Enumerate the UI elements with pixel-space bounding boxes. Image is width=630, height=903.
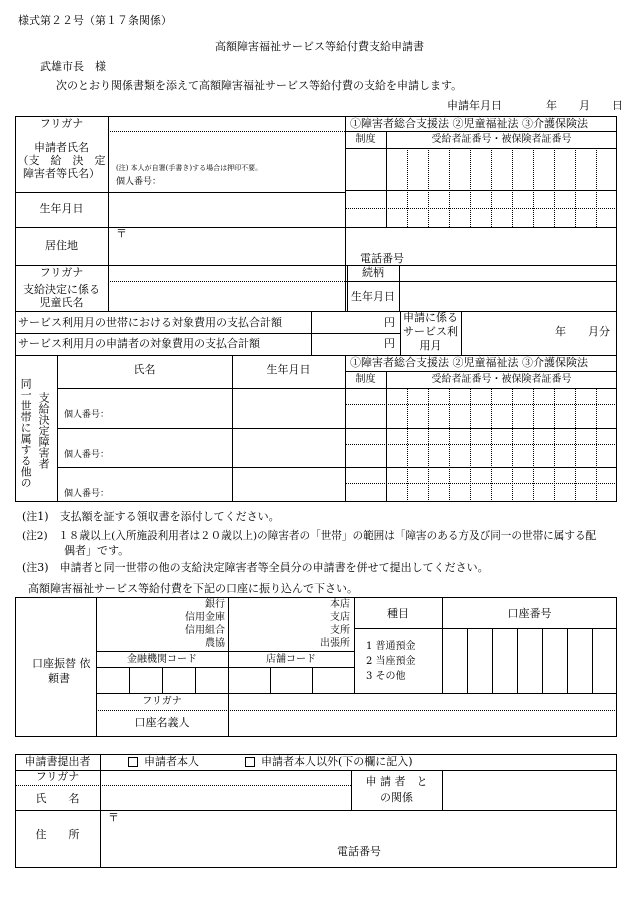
applicant-furigana-label: フリガナ xyxy=(39,117,84,130)
submitter-option-other[interactable] xyxy=(245,756,413,769)
household-my-number-2: 個人番号： xyxy=(64,450,110,460)
applicant-total-yen: 円 xyxy=(384,337,395,350)
account-number-label: 口座番号 xyxy=(507,607,552,620)
service-month-value: 年 月分 xyxy=(555,325,610,338)
service-month-label: 申請に係る xyxy=(403,311,458,324)
law-options: ①障害者総合支援法 ②児童福祉法 ③介護保険法 xyxy=(350,117,588,130)
account-type-label: 種目 xyxy=(387,607,409,620)
service-month-label-2: サービス利 xyxy=(403,325,458,338)
addressee: 武雄市長 様 xyxy=(40,60,106,73)
bank-section-label-2: 頼書 xyxy=(48,672,70,685)
applicant-name-label-2: （支 給 決 定 xyxy=(17,154,106,167)
submitter-phone-label: 電話番号 xyxy=(337,845,381,858)
note-3: (注3) 申請者と同一世帯の他の支給決定障害者等全員分の申請書を併せて提出してください。 xyxy=(22,561,489,574)
household-law-options: ①障害者総合支援法 ②児童福祉法 ③介護保険法 xyxy=(350,356,588,369)
submitter-furigana-label: フリガナ xyxy=(35,770,80,783)
household-cert-label: 受給者証番号・被保険者証番号 xyxy=(431,374,572,385)
household-my-number-1: 個人番号： xyxy=(64,410,110,420)
self-checkbox[interactable] xyxy=(128,757,138,767)
form-title: 高額障害福祉サービス等給付費支給申請書 xyxy=(215,40,424,53)
bank-code-label: 金融機関コード xyxy=(127,654,197,665)
household-side-label: 同一世帯に属する他の xyxy=(19,378,33,488)
submitter-address-label: 住 所 xyxy=(35,828,80,841)
child-dob-label: 生年月日 xyxy=(351,290,395,303)
household-total-label: サービス利用月の世帯における対象費用の支払合計額 xyxy=(18,316,282,329)
account-holder-label: 口座名義人 xyxy=(134,716,190,729)
household-dob-label: 生年月日 xyxy=(266,363,311,376)
bank-type-credit-union: 信用組合 xyxy=(185,625,225,636)
applicant-name-label-3: 障害者等氏名） xyxy=(23,167,100,180)
address-postal-mark: 〒 xyxy=(116,227,127,240)
relation-to-applicant-label-2: の関係 xyxy=(380,791,413,804)
service-month-label-3: 用月 xyxy=(419,339,442,352)
other-checkbox[interactable] xyxy=(245,757,255,767)
other-option-label: 申請者本人以外(下の欄に記入) xyxy=(261,755,413,768)
self-option-label: 申請者本人 xyxy=(144,755,199,768)
account-type-current: 2 当座預金 xyxy=(366,656,416,667)
bank-section-label: 口座振替 依 xyxy=(32,657,91,670)
account-type-other: 3 その他 xyxy=(366,671,406,682)
intro-text: 次のとおり関係書類を添えて高額障害福祉サービス等給付費の支給を申請します。 xyxy=(56,79,463,92)
child-name-label: 支給決定に係る xyxy=(23,283,100,296)
submitter-table xyxy=(15,754,617,868)
household-total-yen: 円 xyxy=(384,316,395,329)
system-label: 制度 xyxy=(355,134,376,145)
bank-type-bank: 銀行 xyxy=(205,599,225,610)
branch-type-main: 本店 xyxy=(330,599,350,610)
branch-type-office: 支所 xyxy=(330,625,350,636)
note-2: (注2) １８歳以上(入所施設利用者は２０歳以上)の障害者の「世帯」の範囲は「障害のある方及び同一の世帯に属する配 xyxy=(22,530,597,542)
child-name-label-2: 児童氏名 xyxy=(39,296,84,309)
relation-label: 続柄 xyxy=(362,266,384,279)
household-side-label-2: 支給決定障害者 xyxy=(37,392,51,469)
submitter-option-self[interactable] xyxy=(128,756,199,769)
account-type-ordinary: 1 普通預金 xyxy=(366,641,416,652)
bank-intro: 高額障害福祉サービス等給付費を下記の口座に振り込んで下さい。 xyxy=(28,582,358,595)
child-furigana-label: フリガナ xyxy=(39,266,84,279)
relation-to-applicant-label: 申 請 者 と xyxy=(365,775,428,788)
submitter-label: 申請書提出者 xyxy=(24,755,91,768)
bank-type-agri: 農協 xyxy=(205,638,225,649)
submitter-name-label: 氏 名 xyxy=(35,792,80,805)
holder-furigana-label: フリガナ xyxy=(142,696,182,707)
branch-type-branch: 支店 xyxy=(330,612,350,623)
applicant-my-number-label: 個人番号： xyxy=(116,177,162,187)
applicant-dob-label: 生年月日 xyxy=(39,202,84,215)
branch-code-label: 店舗コード xyxy=(266,654,316,665)
note-2-continued: 偶者」です。 xyxy=(64,544,130,557)
self-sign-note: (注) 本人が自署(手書き)する場合は押印不要。 xyxy=(116,164,263,172)
household-name-label: 氏名 xyxy=(133,363,156,376)
application-date-label: 申請年月日 年 月 日 xyxy=(447,99,623,112)
household-my-number-3: 個人番号： xyxy=(64,489,110,499)
submitter-postal-mark: 〒 xyxy=(108,811,119,824)
bank-type-shinkin: 信用金庫 xyxy=(185,612,225,623)
household-system-label: 制度 xyxy=(355,374,376,385)
cert-number-label: 受給者証番号・被保険者証番号 xyxy=(431,134,572,145)
applicant-total-label: サービス利用月の申請者の対象費用の支払合計額 xyxy=(18,337,260,350)
note-1: (注1) 支払額を証する領収書を添付してください。 xyxy=(22,510,280,523)
address-label: 居住地 xyxy=(45,239,78,252)
branch-type-agency: 出張所 xyxy=(320,638,350,649)
form-number: 様式第２２号（第１７条関係） xyxy=(18,14,172,27)
applicant-name-label: 申請者氏名 xyxy=(34,141,89,154)
phone-label: 電話番号 xyxy=(360,252,404,265)
